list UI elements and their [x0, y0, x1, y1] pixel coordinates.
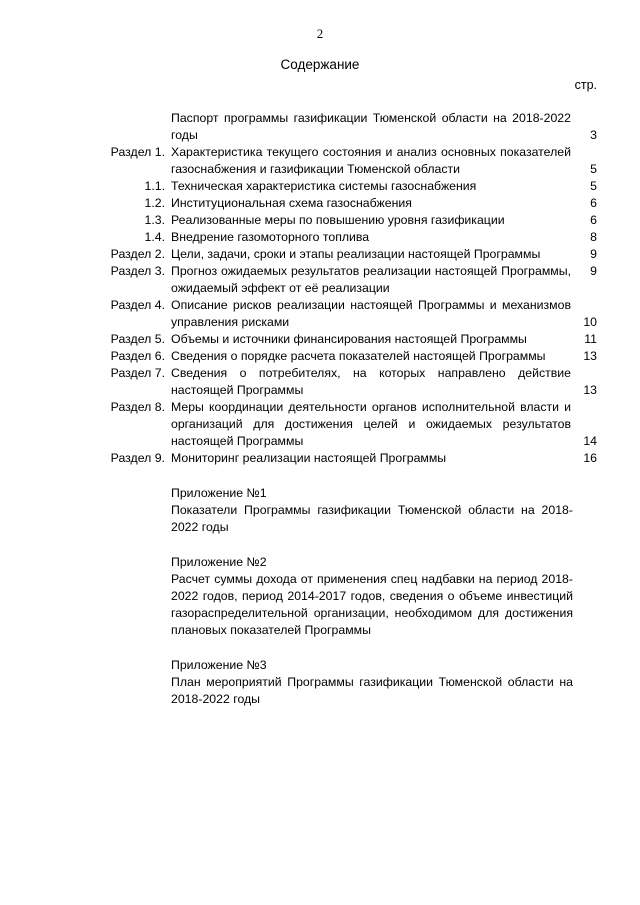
page-title: Содержание — [280, 57, 360, 72]
toc-entry[interactable] — [0, 178, 640, 195]
toc-entry-page: 8 — [590, 230, 597, 244]
toc-entry-page: 3 — [590, 128, 597, 142]
toc-entry-text: Мониторинг реализации настоящей Программы — [171, 451, 447, 465]
toc-entry-label: Раздел 5. — [110, 332, 165, 346]
toc-entry[interactable] — [0, 212, 640, 229]
toc-entry-text: Сведения о потребителях, на которых направлено действие настоящей Программы — [171, 366, 571, 397]
toc-entry-label: Раздел 8. — [110, 400, 165, 414]
toc-entry-label: 1.2. — [144, 196, 165, 210]
toc-entry[interactable] — [0, 297, 640, 331]
toc-entry[interactable] — [0, 246, 640, 263]
toc-entry[interactable] — [0, 263, 640, 297]
toc-entry-text: Описание рисков реализации настоящей Программы и механизмов управления рисками — [171, 298, 571, 329]
toc-entry-page: 9 — [590, 264, 597, 278]
appendix-entry[interactable] — [171, 657, 573, 708]
toc-entry-label: Раздел 1. — [110, 145, 165, 159]
toc-entry-label: Раздел 9. — [110, 451, 165, 465]
toc-entry[interactable] — [0, 110, 640, 144]
appendix-text: Расчет суммы дохода от применения спец надбавки на период 2018-2022 годов, период 2014-2017 годов, сведения о объеме инвестиций газораспределительной организации, необходимом для достижения плановых показателей Программы — [171, 572, 573, 637]
toc-entry-text: Цели, задачи, сроки и этапы реализации настоящей Программы — [171, 247, 541, 261]
toc-entry-page: 16 — [583, 451, 597, 465]
appendix-heading: Приложение №1 — [171, 486, 267, 500]
toc-entry-text: Характеристика текущего состояния и анализ основных показателей газоснабжения и газификации Тюменской области — [171, 145, 571, 176]
appendix-entry[interactable] — [171, 485, 573, 536]
toc-entry-text: Прогноз ожидаемых результатов реализации настоящей Программы, ожидаемый эффект от её реализации — [171, 264, 571, 295]
toc-entry-label: Раздел 7. — [110, 366, 165, 380]
toc-entry-text: Техническая характеристика системы газоснабжения — [171, 179, 477, 193]
appendix-entry[interactable] — [171, 554, 573, 639]
toc-entry-page: 13 — [583, 383, 597, 397]
toc-entry-text: Объемы и источники финансирования настоящей Программы — [171, 332, 527, 346]
toc-entry-label: 1.3. — [144, 213, 165, 227]
toc-entry-label: Раздел 2. — [110, 247, 165, 261]
toc-entry[interactable] — [0, 450, 640, 467]
toc-entry-page: 11 — [584, 332, 597, 346]
toc-entry-page: 5 — [590, 179, 597, 193]
toc-entry-label: Раздел 3. — [110, 264, 165, 278]
toc-entry-page: 9 — [590, 247, 597, 261]
toc-entry-label: 1.1. — [144, 179, 165, 193]
toc-entry-text: Паспорт программы газификации Тюменской области на 2018-2022 годы — [171, 111, 571, 142]
appendix-list — [171, 485, 573, 726]
toc-entry[interactable] — [0, 348, 640, 365]
toc-entry-text: Внедрение газомоторного топлива — [171, 230, 370, 244]
page-number: 2 — [316, 26, 324, 41]
toc-entry[interactable] — [0, 331, 640, 348]
toc-entry[interactable] — [0, 144, 640, 178]
toc-entry-page: 10 — [583, 315, 597, 329]
toc-entry-text: Меры координации деятельности органов исполнительной власти и организаций для достижения целей и ожидаемых результатов настоящей Программы — [171, 400, 571, 448]
toc-entry-page: 14 — [583, 434, 597, 448]
page-column-header: стр. — [574, 78, 597, 92]
toc-entry-label: Раздел 4. — [110, 298, 165, 312]
toc-entry[interactable] — [0, 365, 640, 399]
appendix-text: План мероприятий Программы газификации Тюменской области на 2018-2022 годы — [171, 675, 573, 706]
appendix-heading: Приложение №2 — [171, 555, 267, 569]
table-of-contents — [0, 110, 640, 467]
appendix-text: Показатели Программы газификации Тюменской области на 2018-2022 годы — [171, 503, 573, 534]
toc-entry-page: 13 — [583, 349, 597, 363]
toc-entry-text: Институциональная схема газоснабжения — [171, 196, 412, 210]
toc-entry-page: 6 — [590, 196, 597, 210]
appendix-heading: Приложение №3 — [171, 658, 267, 672]
toc-entry[interactable] — [0, 195, 640, 212]
toc-entry[interactable] — [0, 399, 640, 450]
toc-entry-page: 6 — [590, 213, 597, 227]
toc-entry[interactable] — [0, 229, 640, 246]
toc-entry-text: Реализованные меры по повышению уровня газификации — [171, 213, 505, 227]
toc-entry-label: Раздел 6. — [110, 349, 165, 363]
toc-entry-page: 5 — [590, 162, 597, 176]
toc-entry-label: 1.4. — [144, 230, 165, 244]
toc-entry-text: Сведения о порядке расчета показателей настоящей Программы — [171, 349, 546, 363]
